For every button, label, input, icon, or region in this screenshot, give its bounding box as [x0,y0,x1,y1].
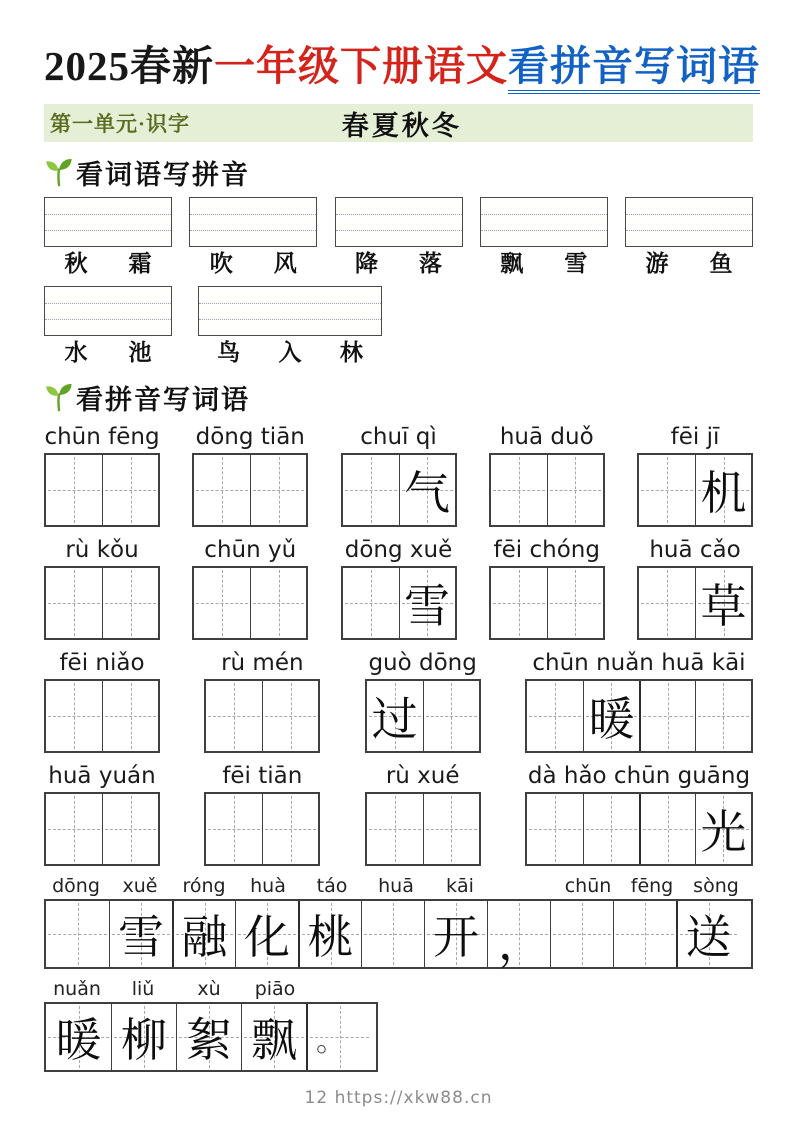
sprout-icon [44,382,74,412]
character-grid [44,453,160,527]
pinyin-label: huā yuán [48,763,156,789]
char-cell [547,568,603,638]
pinyin-label: xù [197,978,221,1000]
written-character: 桃 [307,912,354,963]
character-grid [341,566,457,640]
char-cell [262,794,318,864]
pinyin-write-row [44,423,753,527]
pinyin-line [44,875,753,899]
section1-title: 看词语写拼音 [76,159,250,190]
pinyin-write-group [637,423,753,527]
fourline-guide-line [199,303,381,304]
char-cell [306,1004,371,1070]
fourline-guide-line [45,230,171,231]
char-cell [46,794,102,864]
char-cell [424,901,487,967]
pinyin-write-group [637,536,753,640]
character-grid [489,453,605,527]
character-grid [365,679,481,753]
pinyin-label: xuě [122,875,158,897]
char-cell [102,794,158,864]
char-cell [695,568,751,638]
char-cell [241,1004,306,1070]
char-cell [527,794,583,864]
fourline-pinyin-box [189,197,317,247]
word-character: 林 [339,340,363,365]
pinyin-box-row [44,197,753,278]
char-cell [194,455,250,525]
pinyin-box-item [335,197,463,278]
char-cell [639,455,695,525]
fourline-pinyin-box [44,286,172,336]
pinyin-write-group [192,536,308,640]
pinyin-to-word-rows [44,423,753,1072]
char-cell [491,455,547,525]
sprout-icon [44,157,74,187]
pinyin-label: dà hǎo chūn guāng [527,763,751,789]
pinyin-label: fēng [630,875,674,897]
char-cell [399,568,455,638]
pinyin-label: rù xué [385,763,460,789]
written-character: 絮 [186,1015,232,1066]
fourline-guide-line [190,230,316,231]
section2-title: 看拼音写词语 [76,384,250,415]
char-cell [550,901,613,967]
word-character: 入 [278,340,302,365]
pinyin-label: piāo [254,978,296,1000]
char-cell [487,901,550,967]
word-label [625,250,753,278]
char-cell [111,1004,176,1070]
pinyin-label: róng [182,875,226,897]
pinyin-box-row [44,286,753,367]
fourline-guide-line [45,214,171,215]
written-character: 机 [700,468,747,519]
word-label [480,250,608,278]
unit-label: 第一单元·识字 [50,112,191,136]
character-grid [365,792,481,866]
character-grid [637,566,753,640]
pinyin-label [492,875,556,899]
pinyin-write-group [525,762,753,866]
title-year-part: 2025春新 [44,43,214,89]
word-label [44,250,172,278]
word-character: 水 [64,340,88,365]
written-character: 雪 [118,912,164,963]
char-cell [583,681,639,751]
pinyin-box-item [189,197,317,278]
word-character: 飘 [500,251,524,276]
word-character: 池 [128,340,152,365]
sentence-row [44,875,753,969]
character-grid [341,453,457,527]
char-cell [206,681,262,751]
char-cell [613,901,676,967]
char-cell [491,568,547,638]
char-cell [639,681,695,751]
char-cell [639,568,695,638]
word-to-pinyin-rows [44,197,753,367]
char-cell [250,455,306,525]
pinyin-label: fēi chóng [493,537,600,563]
written-character: 开 [433,912,479,963]
char-cell [343,455,399,525]
pinyin-box-item [198,286,382,367]
character-grid [204,679,320,753]
char-cell [367,681,423,751]
written-character: 过 [371,694,418,745]
char-cell [46,681,102,751]
pinyin-label: huā cǎo [649,537,741,563]
pinyin-label: huā duǒ [499,424,594,450]
word-label [198,339,382,367]
sentence-row [44,978,753,1072]
character-grid [489,566,605,640]
pinyin-write-group [44,423,160,527]
fourline-guide-line [45,303,171,304]
pinyin-write-group [204,762,320,866]
char-cell [206,794,262,864]
written-character: 融 [181,912,228,963]
unit-banner [44,104,753,142]
pinyin-label: rù kǒu [65,537,139,563]
character-grid [525,679,753,753]
fourline-guide-line [481,230,607,231]
sentence-grid [44,1002,378,1072]
fourline-pinyin-box [480,197,608,247]
pinyin-write-group [489,536,605,640]
char-cell [250,568,306,638]
pinyin-label: chūn yǔ [204,537,297,563]
pinyin-line [44,978,753,1002]
pinyin-label: chūn nuǎn huā kāi [532,650,746,676]
word-label [335,250,463,278]
char-cell [172,901,235,967]
char-cell [583,794,639,864]
fourline-pinyin-box [198,286,382,336]
character-grid [192,566,308,640]
section1-heading [44,155,753,189]
title-grade-part: 一年级下册语文 [214,43,508,89]
fourline-guide-line [626,214,752,215]
fourline-guide-line [626,230,752,231]
fourline-guide-line [190,214,316,215]
word-character: 鱼 [709,251,733,276]
pinyin-write-group [44,536,160,640]
fourline-guide-line [336,230,462,231]
word-character: 落 [419,251,442,276]
word-character: 雪 [564,251,588,276]
fourline-pinyin-box [625,197,753,247]
character-grid [44,679,160,753]
char-cell [423,681,479,751]
char-cell [361,901,424,967]
pinyin-box-item [480,197,608,278]
pinyin-label: sòng [693,875,739,897]
char-cell [102,455,158,525]
pinyin-label: chūn fēng [44,424,160,450]
pinyin-write-group [341,536,457,640]
pinyin-label: dōng tiān [195,424,305,450]
pinyin-write-group [204,649,320,753]
fourline-guide-line [45,319,171,320]
fourline-guide-line [336,214,462,215]
char-cell [695,455,751,525]
written-character: 暖 [588,694,635,745]
written-character: 草 [700,581,747,632]
pinyin-label: huà [250,875,286,897]
char-cell [46,568,102,638]
pinyin-label [308,978,374,1002]
pinyin-label: huā [378,875,414,897]
word-character: 吹 [209,251,233,276]
pinyin-write-group [489,423,605,527]
char-cell [367,794,423,864]
char-cell [176,1004,241,1070]
fourline-pinyin-box [44,197,172,247]
char-cell [46,455,102,525]
character-grid [525,792,753,866]
pinyin-label: fēi jī [670,424,720,450]
fourline-guide-line [199,319,381,320]
word-character: 风 [273,251,297,276]
punctuation-mark: 。 [316,1025,346,1058]
word-label [189,250,317,278]
pinyin-write-row [44,536,753,640]
pinyin-label: fēi tiān [222,763,303,789]
character-grid [44,566,160,640]
character-grid [204,792,320,866]
char-cell [343,568,399,638]
char-cell [102,681,158,751]
pinyin-write-group [341,423,457,527]
pinyin-write-group [365,762,481,866]
written-character: 雪 [404,581,450,632]
page-title [44,40,760,92]
pinyin-label: chūn [564,875,612,897]
written-character: 柳 [121,1015,167,1066]
char-cell [102,568,158,638]
char-cell [46,901,109,967]
pinyin-label: liǔ [131,978,155,1000]
pinyin-label: táo [316,875,348,897]
char-cell [695,681,751,751]
word-character: 降 [355,251,378,276]
char-cell [109,901,172,967]
pinyin-label: fēi niǎo [59,650,145,676]
pinyin-label: rù mén [221,650,304,676]
char-cell [527,681,583,751]
pinyin-write-row [44,649,753,753]
pinyin-box-item [44,197,172,278]
char-cell [423,794,479,864]
character-grid [44,792,160,866]
character-grid [192,453,308,527]
char-cell [695,794,751,864]
char-cell [235,901,298,967]
written-character: 飘 [251,1015,297,1066]
pinyin-box-item [625,197,753,278]
pinyin-label: chuī qì [360,424,437,450]
char-cell [46,1004,111,1070]
pinyin-write-row [44,762,753,866]
word-character: 游 [645,251,669,276]
fourline-pinyin-box [335,197,463,247]
word-label [44,339,172,367]
written-character: 气 [404,468,450,519]
pinyin-write-group [192,423,308,527]
char-cell [194,568,250,638]
char-cell [298,901,361,967]
section2-heading [44,380,753,414]
char-cell [262,681,318,751]
written-character: 送 [685,912,732,963]
page-footer: 12 https://xkw88.cn [304,1088,493,1108]
pinyin-box-item [44,286,172,367]
written-character: 光 [700,807,747,858]
pinyin-label: nuǎn [53,978,101,1000]
pinyin-write-group [44,649,160,753]
char-cell [547,455,603,525]
sentence-grid [44,899,753,969]
pinyin-write-group [44,762,160,866]
char-cell [399,455,455,525]
written-character: 化 [244,912,290,963]
char-cell [676,901,739,967]
word-character: 鸟 [217,340,241,365]
fourline-guide-line [481,214,607,215]
char-cell [639,794,695,864]
word-character: 霜 [128,251,152,276]
pinyin-label: guò dōng [368,650,477,676]
pinyin-label: kāi [446,875,474,897]
pinyin-write-group [365,649,481,753]
pinyin-label: dōng xuě [344,537,453,563]
punctuation-mark: ， [498,918,544,969]
written-character: 暖 [55,1015,102,1066]
title-topic-part: 看拼音写词语 [508,43,760,94]
pinyin-label: dōng [52,875,100,897]
lesson-title: 春夏秋冬 [341,110,462,141]
word-character: 秋 [64,251,88,276]
character-grid [637,453,753,527]
pinyin-write-group [525,649,753,753]
